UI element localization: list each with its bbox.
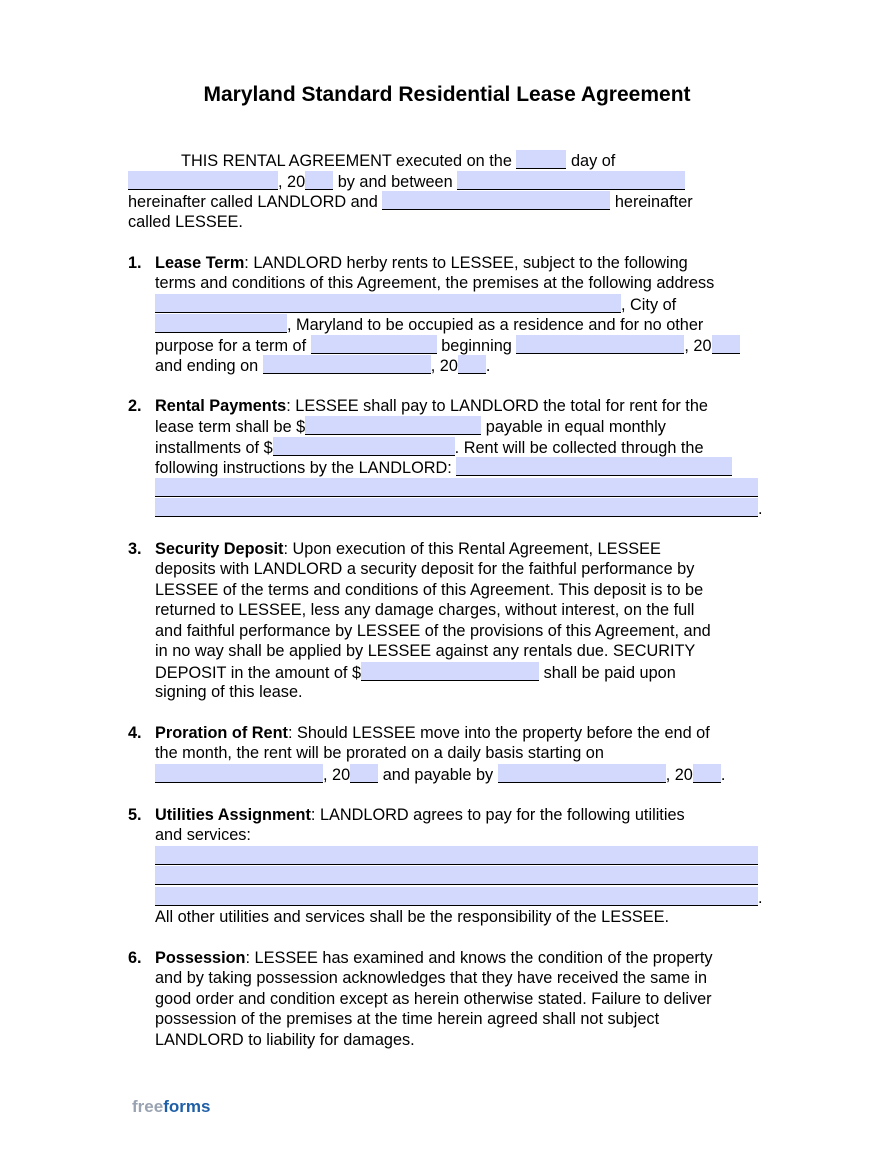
section-1-line-5: purpose for a term of beginning , 20 [155, 335, 740, 356]
section-2-line-3: installments of $ . Rent will be collected through the [155, 439, 704, 457]
section-3-line-6: in no way shall be applied by LESSEE against any rentals due. SECURITY [155, 642, 696, 660]
utilities-field[interactable] [155, 846, 758, 865]
installment-field[interactable] [273, 437, 455, 456]
utilities-field[interactable] [155, 866, 758, 885]
section-1-line-1: Lease Term: LANDLORD herby rents to LESSEE, subject to the following [155, 254, 688, 272]
end-year-field[interactable] [458, 355, 486, 374]
section-number: 3. [128, 540, 142, 558]
landlord-name-field[interactable] [457, 171, 685, 190]
section-number: 1. [128, 254, 142, 272]
section-2-line-1: Rental Payments: LESSEE shall pay to LANDLORD the total for rent for the [155, 397, 708, 415]
total-rent-field[interactable] [305, 416, 481, 435]
section-6-line-3: good order and condition except as herein otherwise stated. Failure to deliver [155, 990, 712, 1008]
year-field[interactable] [305, 171, 333, 190]
section-6-line-1: Possession: LESSEE has examined and knows the condition of the property [155, 949, 713, 967]
intro-line-2: , 20 by and between [128, 171, 685, 192]
day-field[interactable] [516, 150, 566, 169]
city-field[interactable] [155, 314, 287, 333]
section-1-line-4: , Maryland to be occupied as a residence and for no other [155, 314, 703, 335]
intro-line-3: hereinafter called LANDLORD and hereinafter [128, 193, 693, 211]
section-2-line-4: following instructions by the LANDLORD: [155, 457, 732, 478]
end-date-field[interactable] [263, 355, 431, 374]
section-5-line-5: . [155, 887, 763, 908]
start-year-field[interactable] [712, 335, 740, 354]
section-4-line-1: Proration of Rent: Should LESSEE move into the property before the end of [155, 724, 710, 742]
address-field[interactable] [155, 294, 621, 313]
section-3-line-2: deposits with LANDLORD a security deposit for the faithful performance by [155, 560, 695, 578]
document-title: Maryland Standard Residential Lease Agreement [203, 83, 691, 106]
section-3-line-4: returned to LESSEE, less any damage charges, without interest, on the full [155, 601, 695, 619]
section-6-line-4: possession of the premises at the time herein agreed shall not subject [155, 1010, 660, 1028]
section-4-line-3: , 20 and payable by , 20 . [155, 764, 725, 785]
intro-line-4: called LESSEE. [128, 213, 243, 231]
deposit-amount-field[interactable] [361, 662, 539, 681]
intro-line-1: THIS RENTAL AGREEMENT executed on the day of [181, 152, 616, 170]
section-5-line-2: and services: [155, 826, 251, 844]
month-field[interactable] [128, 171, 278, 190]
proration-payable-year-field[interactable] [693, 764, 721, 783]
section-2-line-5 [155, 478, 758, 499]
section-1-line-2: terms and conditions of this Agreement, the premises at the following address [155, 274, 715, 292]
section-number: 2. [128, 397, 142, 415]
section-number: 6. [128, 949, 142, 967]
section-number: 5. [128, 806, 142, 824]
section-4-line-2: the month, the rent will be prorated on a daily basis starting on [155, 744, 604, 762]
section-3-line-1: Security Deposit: Upon execution of this Rental Agreement, LESSEE [155, 540, 661, 558]
section-number: 4. [128, 724, 142, 742]
term-field[interactable] [311, 335, 437, 354]
section-3-line-5: and faithful performance by LESSEE of the provisions of this Agreement, and [155, 622, 711, 640]
section-2-line-2: lease term shall be $ payable in equal monthly [155, 418, 666, 436]
lessee-name-field[interactable] [382, 191, 610, 210]
proration-payable-field[interactable] [498, 764, 666, 783]
section-2-line-6: . [155, 498, 763, 519]
section-3-line-7: DEPOSIT in the amount of $ shall be paid upon [155, 664, 676, 682]
section-5-line-4 [155, 866, 758, 887]
instructions-field[interactable] [155, 498, 758, 517]
proration-start-year-field[interactable] [350, 764, 378, 783]
section-5-line-3 [155, 846, 758, 867]
section-6-line-2: and by taking possession acknowledges that they have received the same in [155, 969, 708, 987]
section-5-line-6: All other utilities and services shall be the responsibility of the LESSEE. [155, 908, 670, 926]
start-date-field[interactable] [516, 335, 684, 354]
section-6-line-5: LANDLORD to liability for damages. [155, 1031, 415, 1049]
section-5-line-1: Utilities Assignment: LANDLORD agrees to pay for the following utilities [155, 806, 685, 824]
proration-start-field[interactable] [155, 764, 323, 783]
section-3-line-8: signing of this lease. [155, 683, 303, 701]
section-3-line-3: LESSEE of the terms and conditions of this Agreement. This deposit is to be [155, 581, 704, 599]
section-1-line-6: and ending on , 20 . [155, 357, 491, 375]
section-1-line-3: , City of [155, 294, 676, 315]
utilities-field[interactable] [155, 887, 758, 906]
instructions-field[interactable] [155, 478, 758, 497]
freeforms-logo[interactable]: freeforms [132, 1097, 211, 1116]
instructions-field[interactable] [456, 457, 732, 476]
